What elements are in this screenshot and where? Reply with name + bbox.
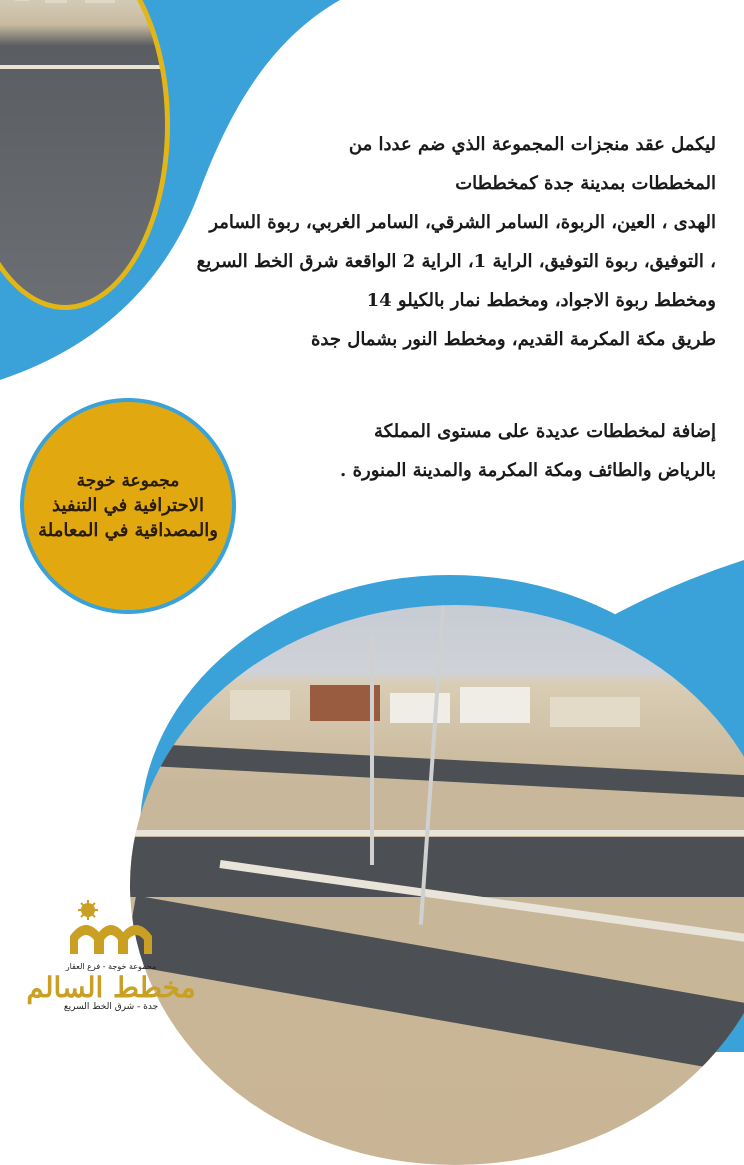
slogan-line-3: والمصداقية في المعاملة [38, 520, 218, 541]
slogan-circle [20, 398, 236, 614]
slogan-line-1: مجموعة خوجة [76, 471, 180, 491]
logo-subtitle-bottom: جدة - شرق الخط السريع [63, 1002, 159, 1012]
slogan-line-2: الاحترافية في التنفيذ [52, 495, 204, 516]
paragraph-line: بالرياض والطائف ومكة المكرمة والمدينة المنورة . [340, 460, 716, 481]
paragraph-line: الهدى ، العين، الربوة، السامر الشرقي، السامر الغربي، ربوة السامر [209, 212, 716, 233]
logo-name: مخطط السالم [26, 971, 196, 1004]
brand-logo [26, 900, 196, 1025]
paragraph-line: المخططات بمدينة جدة كمخططات [455, 173, 716, 194]
paragraph-line: طريق مكة المكرمة القديم، ومخطط النور بشمال جدة [310, 329, 716, 350]
paragraph-line: إضافة لمخططات عديدة على مستوى المملكة [374, 421, 716, 442]
paragraph-line: ليكمل عقد منجزات المجموعة الذي ضم عددا من [348, 134, 716, 155]
paragraph-kingdom [196, 412, 716, 490]
paragraph-projects [196, 125, 716, 359]
bottom-site-photo [130, 605, 744, 1165]
paragraph-line: ومخطط ربوة الاجواد، ومخطط نمار بالكيلو 14 [366, 290, 716, 311]
paragraph-line: ، التوفيق، ربوة التوفيق، الراية 1، الراية 2 الواقعة شرق الخط السريع [196, 251, 716, 272]
house-arches-icon [66, 900, 156, 956]
logo-subtitle-top: مجموعة خوجة - فرع العقار [65, 962, 157, 971]
